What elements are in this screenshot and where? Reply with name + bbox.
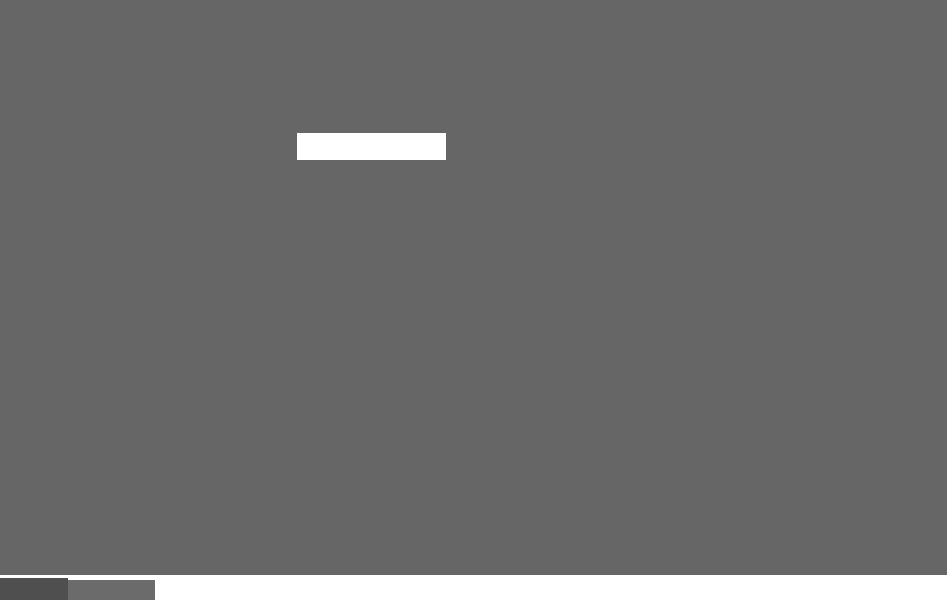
taskbar-block-2[interactable]	[68, 580, 155, 600]
white-box	[297, 133, 446, 160]
taskbar-block-1[interactable]	[0, 578, 68, 600]
bottom-bar	[0, 575, 947, 600]
